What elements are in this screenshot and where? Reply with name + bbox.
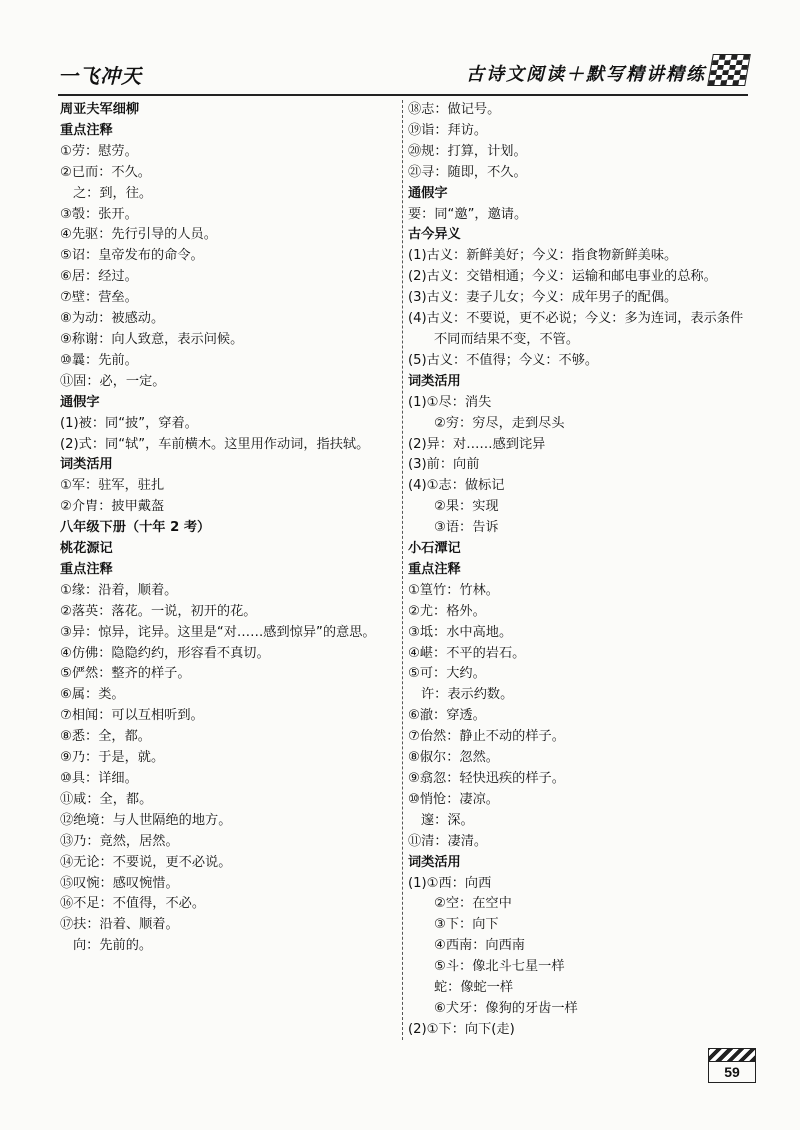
annotation-line: ⑩悄怆：凄凉。 (408, 791, 499, 807)
annotation-line: (4)①志：做标记 (408, 478, 505, 494)
annotation-line: ③异：惊异，诧异。这里是“对……感到惊异”的意思。 (60, 624, 376, 640)
annotation-line: ②落英：落花。一说，初开的花。 (60, 603, 257, 619)
section-heading: 通假字 (60, 394, 100, 410)
annotation-line: ⑥犬牙：像狗的牙齿一样 (434, 1000, 578, 1016)
annotation-line: ③坻：水中高地。 (408, 624, 513, 640)
annotation-line: (3)前：向前 (408, 457, 480, 473)
section-heading: 重点注释 (60, 561, 113, 577)
annotation-line: ①劳：慰劳。 (60, 143, 138, 159)
annotation-line: (1)①尽：消失 (408, 394, 492, 410)
annotation-line: ④先驱：先行引导的人员。 (60, 227, 217, 243)
annotation-line: ⑤俨然：整齐的样子。 (60, 666, 191, 682)
annotation-line: ⑭无论：不要说，更不必说。 (60, 854, 232, 870)
annotation-line: (1)古义：新鲜美好；今义：指食物新鲜美味。 (408, 248, 678, 264)
annotation-line: ②尤：格外。 (408, 603, 486, 619)
annotation-line: ⑨称谢：向人致意，表示问候。 (60, 331, 244, 347)
striped-barrier-icon (708, 1048, 756, 1062)
section-heading: 词类活用 (408, 854, 461, 870)
annotation-line: (2)异：对……感到诧异 (408, 436, 546, 452)
annotation-line: ⑤斗：像北斗七星一样 (434, 959, 565, 975)
annotation-line: (4)古义：不要说，更不必说；今义：多为连词，表示条件 (408, 311, 744, 327)
annotation-line: ⑦相闻：可以互相听到。 (60, 708, 204, 724)
annotation-line: (3)古义：妻子儿女；今义：成年男子的配偶。 (408, 290, 678, 306)
annotation-line: ③彀：张开。 (60, 206, 138, 222)
annotation-line: ⑪咸：全，都。 (60, 791, 153, 807)
annotation-line: ②介胄：披甲戴盔 (60, 499, 165, 515)
annotation-line: 之：到，往。 (73, 185, 153, 201)
page-number: 59 (708, 1062, 756, 1083)
annotation-line: ②空：在空中 (434, 896, 512, 912)
annotation-line: ①军：驻军，驻扎 (60, 478, 165, 494)
section-heading: 重点注释 (408, 561, 461, 577)
annotation-line: ②已而：不久。 (60, 164, 151, 180)
right-column (408, 100, 758, 1041)
annotation-line: ①篁竹：竹林。 (408, 582, 499, 598)
column-divider (402, 100, 403, 1040)
annotation-line: ⑲诣：拜访。 (408, 122, 488, 138)
section-heading: 桃花源记 (60, 541, 113, 557)
annotation-line: ⑥澈：穿透。 (408, 708, 486, 724)
annotation-line: ⑮叹惋：感叹惋惜。 (60, 875, 179, 891)
section-heading: 通假字 (408, 185, 448, 201)
annotation-line: 蛇：像蛇一样 (434, 980, 514, 996)
annotation-line: ⑧俶尔：忽然。 (408, 750, 499, 766)
annotation-line: ④嵁：不平的岩石。 (408, 645, 526, 661)
annotation-line: ⑰扶：沿着、顺着。 (60, 917, 179, 933)
section-heading: 重点注释 (60, 122, 113, 138)
annotation-line: ②穷：穷尽，走到尽头 (434, 415, 565, 431)
section-heading: 八年级下册（十年 2 考） (60, 520, 211, 536)
annotation-line: ④仿佛：隐隐约约，形容看不真切。 (60, 645, 270, 661)
annotation-line: ④西南：向西南 (434, 938, 525, 954)
annotation-line: ⑦壁：营垒。 (60, 290, 138, 306)
annotation-line: ②果：实现 (434, 499, 499, 515)
page-number-badge (708, 1048, 756, 1082)
annotation-line: (1)①西：向西 (408, 875, 492, 891)
annotation-line: 要：同“邀”，邀请。 (408, 206, 528, 222)
annotation-line: ⑪清：凄清。 (408, 833, 488, 849)
annotation-line: ⑱志：做记号。 (408, 102, 501, 117)
section-heading: 词类活用 (408, 373, 461, 389)
annotation-line: ⑳规：打算，计划。 (408, 143, 527, 159)
annotation-line: 许：表示约数。 (421, 687, 514, 703)
annotation-line: ⑨翕忽：轻快迅疾的样子。 (408, 771, 565, 786)
annotation-line: ⑤可：大约。 (408, 666, 486, 682)
annotation-line: ⑬乃：竟然，居然。 (60, 833, 179, 849)
section-heading: 词类活用 (60, 457, 113, 473)
annotation-line: ①缘：沿着，顺着。 (60, 582, 178, 598)
section-heading: 古今异义 (408, 227, 461, 243)
annotation-line: ⑤诏：皇帝发布的命令。 (60, 248, 204, 264)
annotation-line: (2)①下：向下(走) (408, 1021, 515, 1037)
section-heading: 小石潭记 (408, 541, 461, 557)
book-title: 古诗文阅读＋默写精讲精练 (466, 64, 706, 85)
annotation-line: ⑫绝境：与人世隔绝的地方。 (60, 812, 232, 828)
checkered-flag-icon (707, 54, 751, 86)
annotation-line: ⑪固：必，一定。 (60, 373, 166, 389)
annotation-line: ③语：告诉 (434, 520, 499, 536)
annotation-line: 不同而结果不变，不管。 (434, 331, 580, 347)
annotation-line: ㉑寻：随即，不久。 (408, 164, 527, 180)
annotation-line: ⑩具：详细。 (60, 771, 138, 786)
annotation-line: (2)古义：交错相通；今义：运输和邮电事业的总称。 (408, 269, 717, 285)
page-header (58, 48, 748, 92)
annotation-line: ⑩曩：先前。 (60, 352, 138, 368)
annotation-line: ⑧悉：全，都。 (60, 729, 151, 745)
annotation-line: (2)式：同“轼”，车前横木。这里用作动词，指扶轼。 (60, 436, 370, 452)
annotation-line: ⑥居：经过。 (60, 269, 138, 285)
annotation-line: (1)被：同“披”，穿着。 (60, 415, 198, 431)
header-rule (58, 94, 748, 96)
left-column (60, 100, 396, 957)
annotation-line: ⑨乃：于是，就。 (60, 750, 165, 766)
series-brand: 一飞冲天 (58, 64, 142, 88)
annotation-line: ⑯不足：不值得，不必。 (60, 896, 206, 912)
annotation-line: 邃：深。 (421, 812, 474, 828)
section-heading: 周亚夫军细柳 (60, 102, 140, 117)
annotation-line: 向：先前的。 (73, 938, 153, 954)
annotation-line: ⑦佁然：静止不动的样子。 (408, 729, 565, 745)
annotation-line: ⑧为动：被感动。 (60, 311, 165, 327)
annotation-line: (5)古义：不值得；今义：不够。 (408, 352, 599, 368)
annotation-line: ③下：向下 (434, 917, 499, 933)
annotation-line: ⑥属：类。 (60, 687, 125, 703)
